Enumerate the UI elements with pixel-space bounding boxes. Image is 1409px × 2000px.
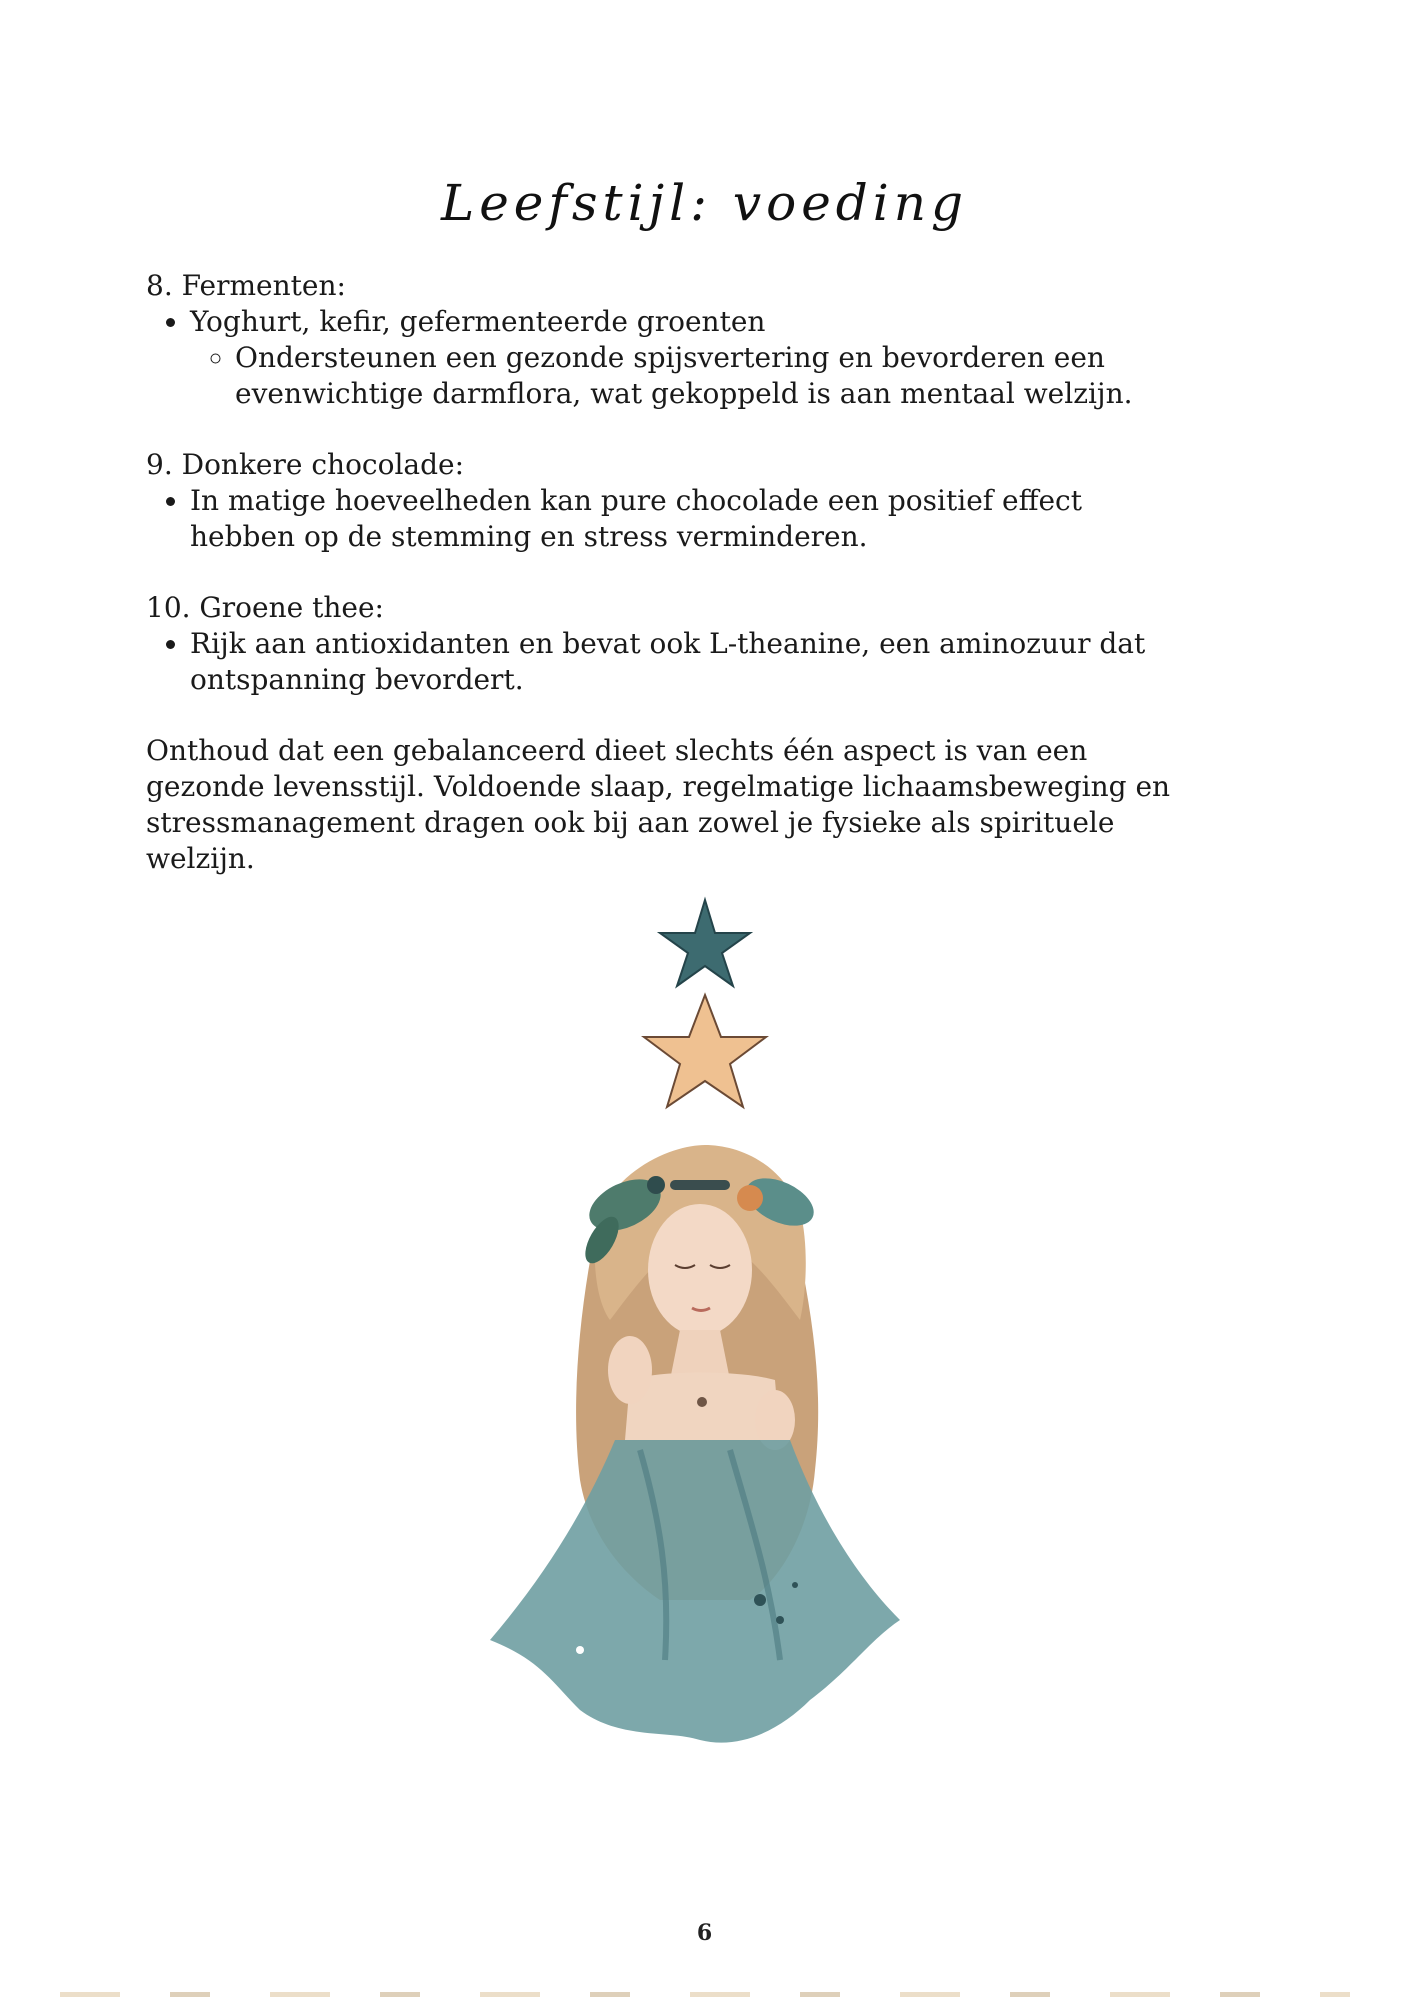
necklace-pendant xyxy=(697,1397,707,1407)
page-number: 6 xyxy=(696,1920,713,1946)
footer-decoration xyxy=(60,1992,1350,1997)
section-donkere-chocolade xyxy=(146,447,1186,555)
face xyxy=(648,1204,752,1336)
list-item: • In matige hoeveelheden kan pure chocolade een positief effect hebben op de stemming en stress verminderen. xyxy=(190,483,1186,555)
sub-bullet-list xyxy=(190,340,1186,412)
section-fermenten xyxy=(146,268,1186,412)
neck xyxy=(670,1330,730,1380)
bullet-list xyxy=(146,304,1186,412)
page-title: Leefstijl: voeding xyxy=(440,173,968,232)
content xyxy=(146,268,1186,877)
section-heading: 8. Fermenten: xyxy=(146,269,346,302)
dress xyxy=(490,1440,900,1743)
section-groene-thee xyxy=(146,590,1186,698)
list-item: ◦ Ondersteunen een gezonde spijsvertering en bevorderen een evenwichtige darmflora, wat gekoppeld is aan mentaal welzijn. xyxy=(235,340,1186,412)
left-hand xyxy=(608,1336,652,1404)
bullet-list xyxy=(146,483,1186,555)
list-item: • Rijk aan antioxidanten en bevat ook L-theanine, een aminozuur dat ontspanning bevordert. xyxy=(190,626,1186,698)
closing-paragraph: Onthoud dat een gebalanceerd dieet slechts één aspect is van een gezonde levensstijl. Voldoende slaap, regelmatige lichaamsbeweging en stressmanagement dragen ook bij aan zowel je fysieke als spirituele welzijn. xyxy=(146,734,1171,875)
bullet-text: Yoghurt, kefir, gefermenteerde groenten xyxy=(190,305,766,338)
bullet-list xyxy=(146,626,1186,698)
teal-star-icon xyxy=(660,900,750,986)
list-item xyxy=(190,304,1186,412)
section-heading: 10. Groene thee: xyxy=(146,591,384,624)
section-heading: 9. Donkere chocolade: xyxy=(146,448,465,481)
woman-illustration xyxy=(430,880,980,1840)
peach-star-icon xyxy=(644,995,766,1107)
